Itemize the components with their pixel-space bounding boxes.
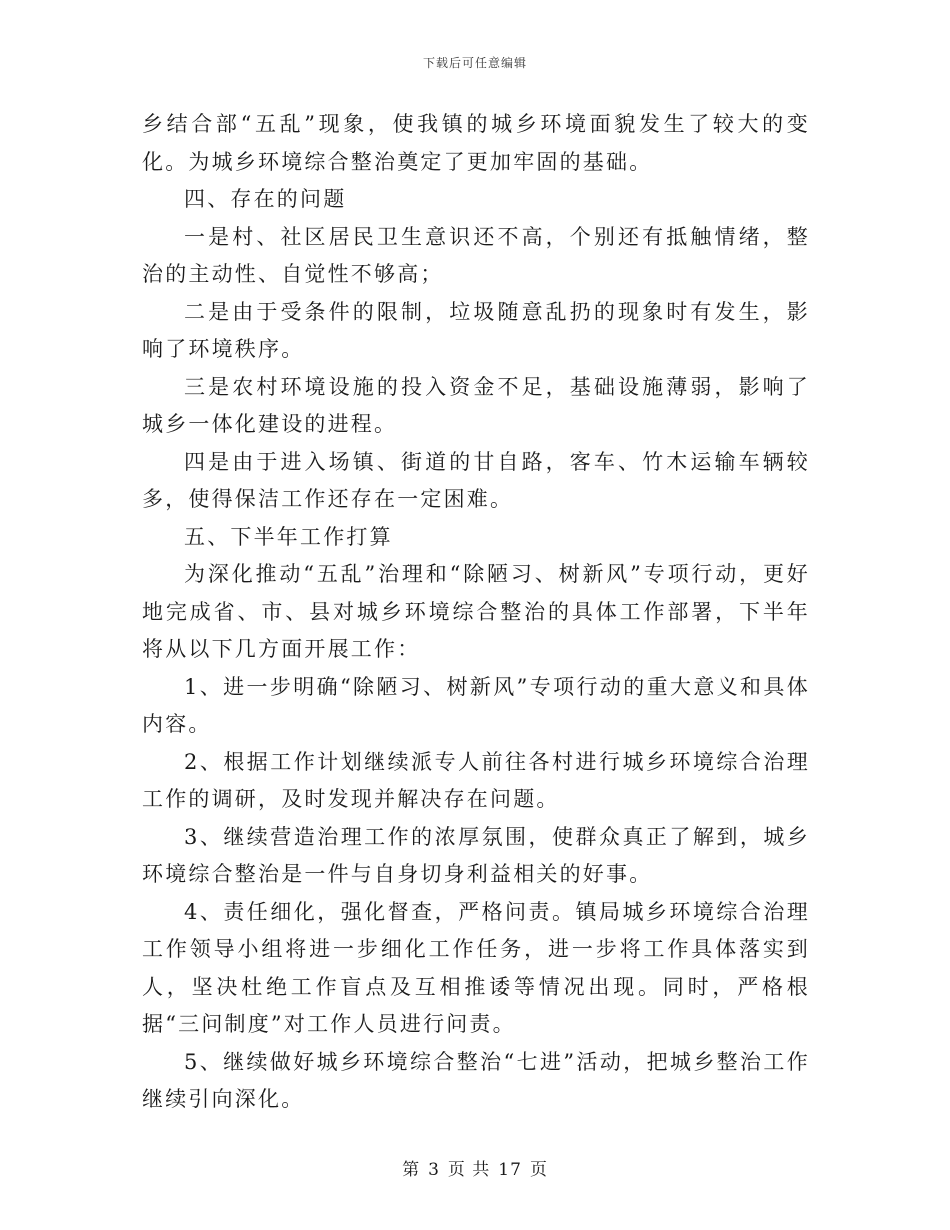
paragraph: 二是由于受条件的限制，垃圾随意乱扔的现象时有发生，影响了环境秩序。: [142, 299, 810, 361]
page-header: 下载后可任意编辑: [422, 56, 527, 70]
current-page-number: 3: [428, 1160, 440, 1180]
paragraph: 三是农村环境设施的投入资金不足，基础设施薄弱，影响了城乡一体化建设的进程。: [142, 374, 810, 436]
page-footer: [0, 1155, 950, 1180]
section-heading: 五、下半年工作打算: [184, 524, 393, 549]
list-item: 3、继续营造治理工作的浓厚氛围，使群众真正了解到，城乡环境综合整治是一件与自身切身利益相关的好事。: [142, 824, 810, 886]
list-item: 5、继续做好城乡环境综合整治“七进”活动，把城乡整治工作继续引向深化。: [142, 1049, 810, 1111]
list-item: 4、责任细化，强化督查，严格问责。镇局城乡环境综合治理工作领导小组将进一步细化工作任务，进一步将工作具体落实到人，坚决杜绝工作盲点及互相推诿等情况出现。同时，严格根据“三问制度”对工作人员进行问责。: [142, 899, 810, 1036]
document-body: [142, 106, 810, 1119]
paragraph: 为深化推动“五乱”治理和“除陋习、树新风”专项行动，更好地完成省、市、县对城乡环境综合整治的具体工作部署，下半年将从以下几方面开展工作：: [142, 562, 810, 661]
footer-suffix: 页: [529, 1160, 548, 1180]
paragraph: 一是村、社区居民卫生意识还不高，个别还有抵触情绪，整治的主动性、自觉性不够高；: [142, 224, 810, 286]
list-item: 1、进一步明确“除陋习、树新风”专项行动的重大意义和具体内容。: [142, 674, 810, 736]
footer-middle: 页 共: [447, 1160, 491, 1180]
list-item: 2、根据工作计划继续派专人前往各村进行城乡环境综合治理工作的调研，及时发现并解决存在问题。: [142, 749, 810, 811]
paragraph: 乡结合部“五乱”现象，使我镇的城乡环境面貌发生了较大的变化。为城乡环境综合整治奠定了更加牢固的基础。: [142, 112, 810, 174]
footer-prefix: 第: [402, 1160, 421, 1180]
paragraph: 四是由于进入场镇、街道的甘自路，客车、竹木运输车辆较多，使得保洁工作还存在一定困难。: [142, 449, 810, 511]
total-pages-number: 17: [498, 1160, 522, 1180]
section-heading: 四、存在的问题: [184, 187, 347, 211]
